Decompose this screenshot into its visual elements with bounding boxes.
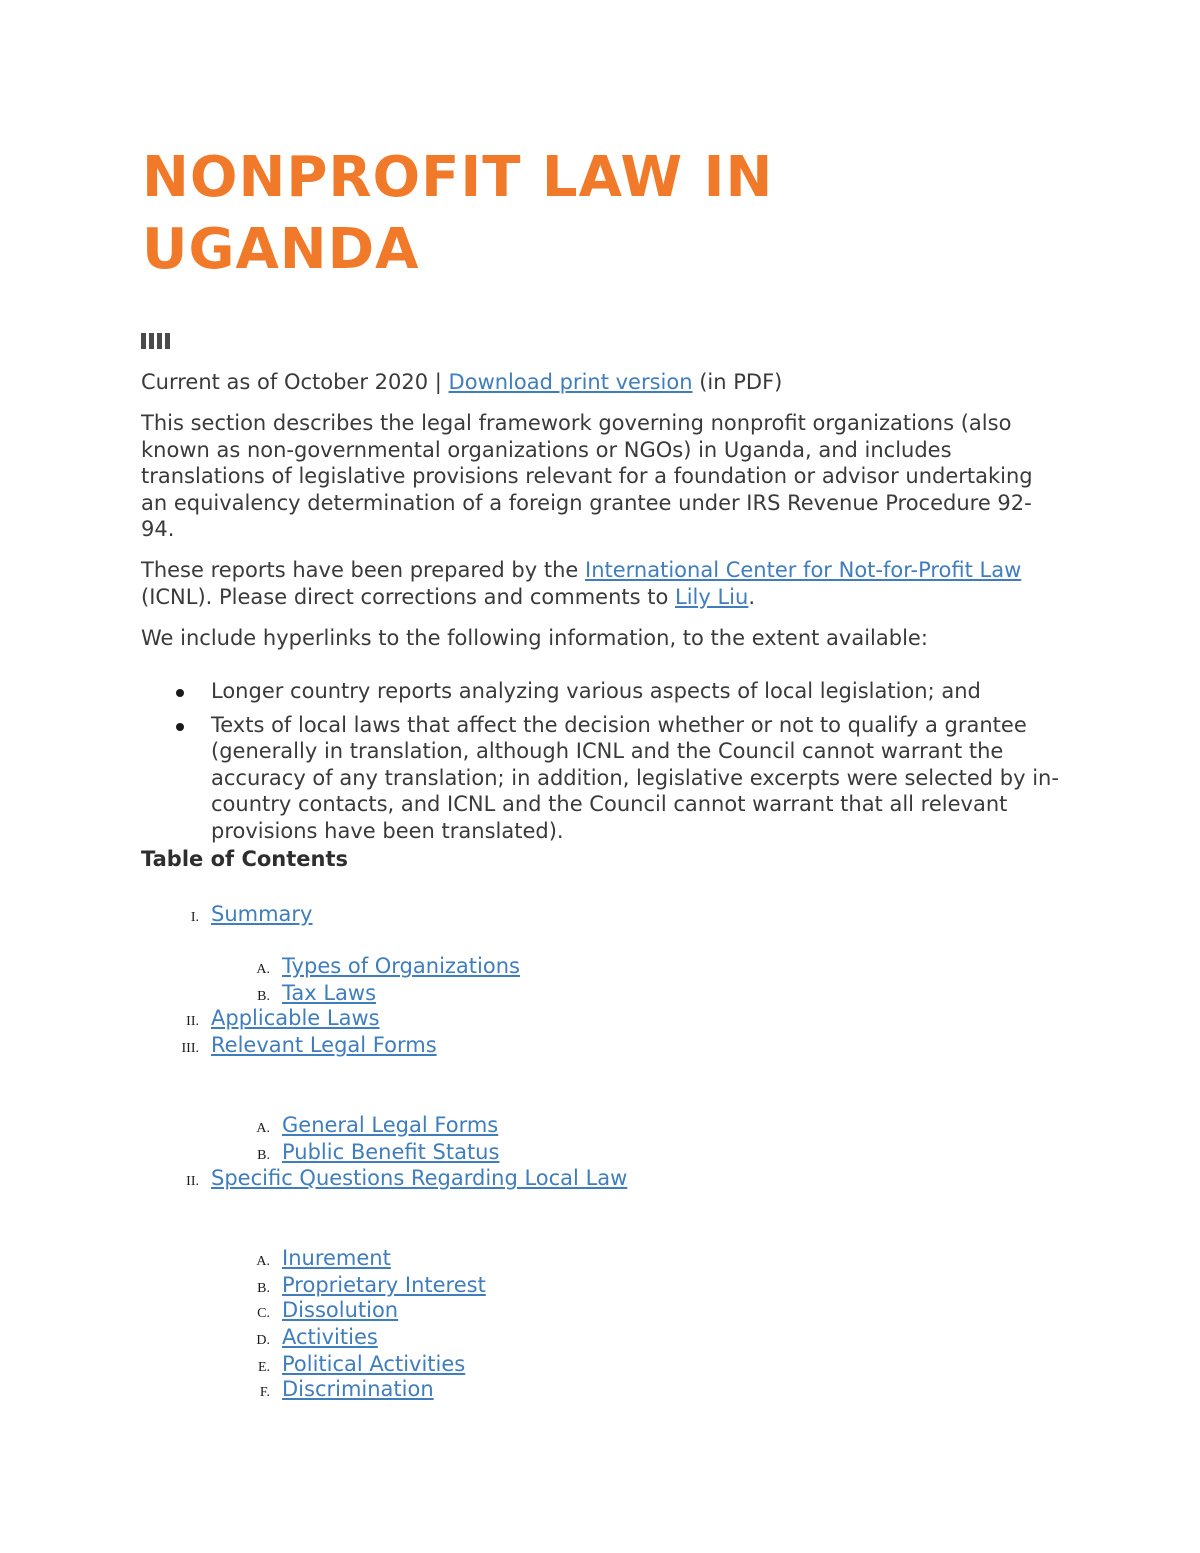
- list-item: Texts of local laws that affect the decision whether or not to qualify a grantee (generally in translation, although ICNL and the Council cannot warrant the accuracy of any translation; in addition, legislative excerpts were selected by in-country contacts, and ICNL and the Council cannot warrant that all relevant provisions have been translated).: [141, 712, 1061, 845]
- toc-item-types-of-organizations[interactable]: A. Types of Organizations: [256, 954, 520, 978]
- toc-item-relevant-legal-forms[interactable]: III. Relevant Legal Forms: [181, 1033, 437, 1057]
- prepared-suffix: .: [748, 584, 756, 609]
- toc-item-public-benefit-status[interactable]: B. Public Benefit Status: [257, 1140, 500, 1164]
- prepared-middle: (ICNL). Please direct corrections and comments to: [141, 584, 676, 609]
- intro-paragraph: This section describes the legal framework governing nonprofit organizations (also known as non-governmental organizations or NGOs) in Uganda, and includes translations of legislative provisions relevant for a foundation or advisor undertaking an equivalency determination of a foreign grantee under IRS Revenue Procedure 92-94.: [141, 411, 1033, 541]
- hyperlinks-intro: We include hyperlinks to the following information, to the extent available:: [141, 626, 928, 650]
- toc-item-tax-laws[interactable]: B. Tax Laws: [257, 981, 377, 1005]
- toc-item-general-legal-forms[interactable]: A. General Legal Forms: [256, 1113, 499, 1137]
- toc-item-discrimination[interactable]: F. Discrimination: [259, 1377, 434, 1401]
- download-print-version-link[interactable]: Download print version: [448, 370, 693, 394]
- bullet-icon: [176, 723, 184, 731]
- lily-liu-link[interactable]: Lily Liu: [675, 584, 749, 609]
- toc-item-specific-questions[interactable]: II. Specific Questions Regarding Local Law: [186, 1166, 628, 1190]
- prepared-by-paragraph: [141, 557, 1061, 610]
- bullet-icon: [176, 689, 184, 697]
- toc-item-dissolution[interactable]: C. Dissolution: [257, 1298, 399, 1322]
- toc-item-political-activities[interactable]: E. Political Activities: [257, 1352, 466, 1376]
- toc-heading: Table of Contents: [141, 847, 349, 871]
- current-prefix: Current as of October 2020 |: [141, 370, 449, 394]
- current-as-of-line: [141, 369, 1061, 396]
- prepared-prefix: These reports have been prepared by the: [141, 558, 585, 582]
- bullet-list: [141, 678, 1061, 851]
- toc-item-proprietary-interest[interactable]: B. Proprietary Interest: [257, 1273, 486, 1297]
- toc-item-activities[interactable]: D. Activities: [256, 1325, 378, 1349]
- page-title: NONPROFIT LAW IN UGANDA: [142, 145, 774, 282]
- list-item: Longer country reports analyzing various aspects of local legislation; and: [141, 678, 1061, 705]
- divider-bars: [141, 333, 170, 349]
- icnl-link[interactable]: International Center for Not-for-Profit Law: [585, 558, 1022, 582]
- toc-item-inurement[interactable]: A. Inurement: [256, 1246, 391, 1270]
- toc-item-applicable-laws[interactable]: II. Applicable Laws: [186, 1006, 380, 1030]
- current-suffix: (in PDF): [692, 370, 783, 394]
- toc-item-summary[interactable]: I. Summary: [190, 902, 313, 926]
